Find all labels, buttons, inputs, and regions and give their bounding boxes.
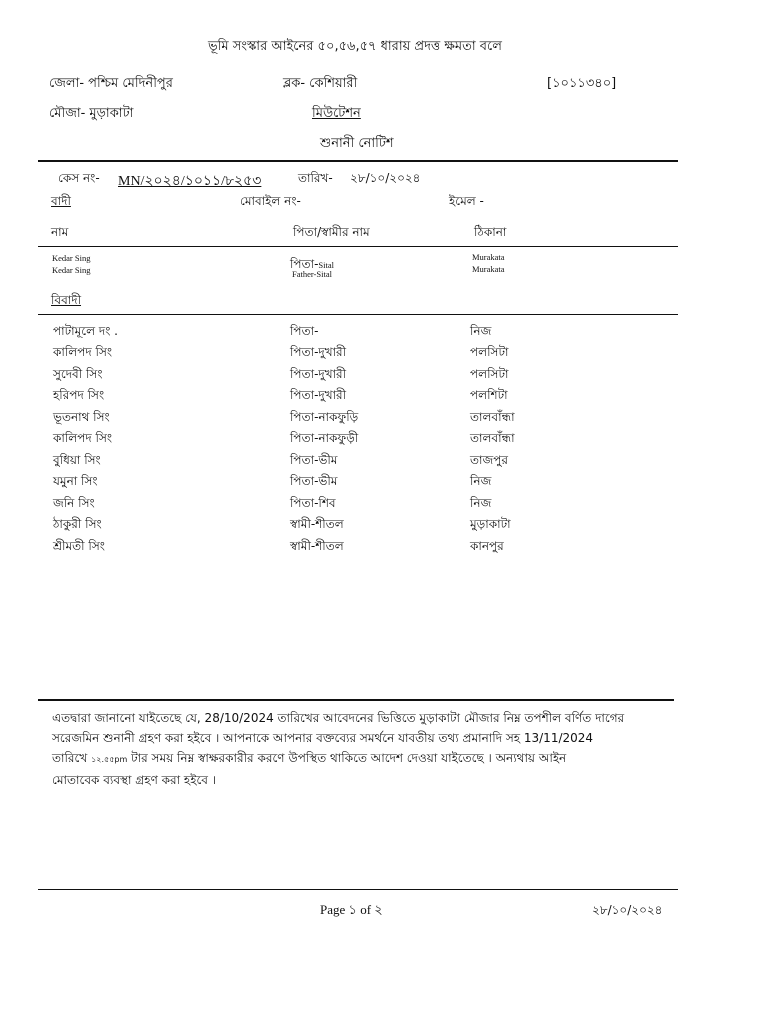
father-prefix: পিতা- (290, 257, 319, 271)
defendant-name: পাটামূলে দং . (53, 324, 118, 338)
defendant-father: পিতা-ভীম (290, 474, 338, 488)
defendant-address: কানপুর (470, 539, 504, 553)
notice-line-3-start: তারিখে (52, 751, 88, 765)
defendant-name: ঠাকুরী সিং (53, 517, 102, 531)
defendant-address: নিজ (470, 474, 492, 488)
date-label: তারিখ- (298, 171, 333, 185)
plaintiff-divider (38, 246, 678, 247)
defendant-heading: বিবাদী (51, 293, 82, 307)
notice-line-2: সরেজমিন শুনানী গ্রহণ করা হইবে । আপনাকে আপনার বক্তব্যের সমর্থনে যাবতীয় তথ্য প্রমানাদি সহ 13/11/2024 (52, 731, 594, 745)
defendant-name: যমুনা সিং (53, 474, 98, 488)
defendant-name: বুধিয়া সিং (53, 453, 101, 467)
table-row (0, 387, 768, 407)
defendant-name: হরিপদ সিং (53, 388, 105, 402)
defendant-father: পিতা-দুখারী (290, 388, 347, 402)
plaintiff-address-2: Murakata (472, 264, 505, 274)
district: জেলা- পশ্চিম মেদিনীপুর (49, 76, 173, 91)
defendant-address: নিজ (470, 324, 492, 338)
defendant-address: তালবাঁন্ধা (470, 410, 515, 424)
column-address-header: ঠিকানা (474, 225, 507, 239)
plaintiff-name-1: Kedar Sing (52, 253, 91, 263)
hearing-time: ১২.৫৫pm (91, 755, 128, 764)
header-divider (38, 160, 678, 162)
office-code: [১০১১৩৪০] (547, 76, 617, 91)
defendant-father: পিতা-শিব (290, 496, 336, 510)
footer-divider (38, 889, 678, 890)
table-row (0, 452, 768, 472)
notice-title: শুনানী নোটিশ (320, 136, 394, 151)
table-row (0, 366, 768, 386)
plaintiff-name-2: Kedar Sing (52, 265, 91, 275)
defendant-address: পলসিটা (470, 367, 509, 381)
plaintiff-heading: বাদী (51, 194, 71, 208)
table-row (0, 538, 768, 558)
plaintiff-address-1: Murakata (472, 252, 505, 262)
notice-line-1: এতদ্বারা জানানো যাইতেছে যে, 28/10/2024 তারিখের আবেদনের ভিত্তিতে মুড়াকাটা মৌজার নিম্ন তপশীল বর্ণিত দাগের (52, 711, 625, 725)
defendant-name: সুদেবী সিং (53, 367, 103, 381)
email-label: ইমেল - (449, 194, 484, 208)
notice-body (52, 708, 670, 790)
defendant-name: কালিপদ সিং (53, 345, 113, 359)
defendant-father: পিতা-ভীম (290, 453, 338, 467)
case-date: ২৮/১০/২০২৪ (350, 171, 421, 185)
case-label: কেস নং- (58, 171, 100, 185)
table-row (0, 495, 768, 515)
defendant-address: মুড়াকাটা (470, 517, 511, 531)
column-father-header: পিতা/স্বামীর নাম (293, 225, 370, 239)
notice-line-3 (52, 748, 670, 770)
defendant-name: কালিপদ সিং (53, 431, 113, 445)
defendant-address: তালবাঁন্ধা (470, 431, 515, 445)
table-row (0, 516, 768, 536)
defendant-father: পিতা-নাকফুড়ী (290, 431, 359, 445)
defendant-father: পিতা-দুখারী (290, 367, 347, 381)
defendant-address: নিজ (470, 496, 492, 510)
plaintiff-father-2: Father-Sital (292, 269, 332, 279)
column-name-header: নাম (51, 225, 69, 239)
defendant-address: পলশিটা (470, 388, 508, 402)
defendant-name: শ্রীমতী সিং (53, 539, 105, 553)
table-row (0, 430, 768, 450)
defendant-father: স্বামী-শীতল (290, 517, 344, 531)
defendant-name: জনি সিং (53, 496, 95, 510)
document-type: মিউটেশন (312, 106, 361, 121)
father-name: Sital (318, 260, 334, 270)
defendant-address: তাজপুর (470, 453, 508, 467)
mobile-label: মোবাইল নং- (240, 194, 301, 208)
defendant-father: পিতা- (290, 324, 319, 338)
defendant-father: পিতা-নাকফুড়ি (290, 410, 359, 424)
defendant-name: ভূতনাথ সিং (53, 410, 110, 424)
defendant-divider (38, 314, 678, 315)
footer-date: ২৮/১০/২০২৪ (592, 903, 663, 917)
mouza: মৌজা- মুড়াকাটা (49, 106, 134, 121)
table-row (0, 323, 768, 343)
defendant-father: স্বামী-শীতল (290, 539, 344, 553)
page-number: Page ১ of ২ (320, 902, 383, 917)
notice-line-3-end: টার সময় নিম্ন স্বাক্ষরকারীর করণে উপস্থিত থাকিতে আদেশ দেওয়া যাইতেছে । অন্যথায় আইন (131, 751, 567, 765)
table-row (0, 473, 768, 493)
table-row (0, 344, 768, 364)
defendant-address: পলসিটা (470, 345, 509, 359)
table-row (0, 409, 768, 429)
defendant-father: পিতা-দুখারী (290, 345, 347, 359)
block: ব্লক- কেশিয়ারী (283, 76, 358, 91)
body-divider (38, 699, 674, 701)
notice-line-4: মোতাবেক ব্যবস্থা গ্রহণ করা হইবে । (52, 773, 217, 787)
case-number: MN/২০২৪/১০১১/৮২৫৩ (118, 174, 262, 189)
authority-line: ভূমি সংস্কার আইনের ৫০,৫৬,৫৭ ধারায় প্রদত্ত ক্ষমতা বলে (208, 39, 502, 54)
